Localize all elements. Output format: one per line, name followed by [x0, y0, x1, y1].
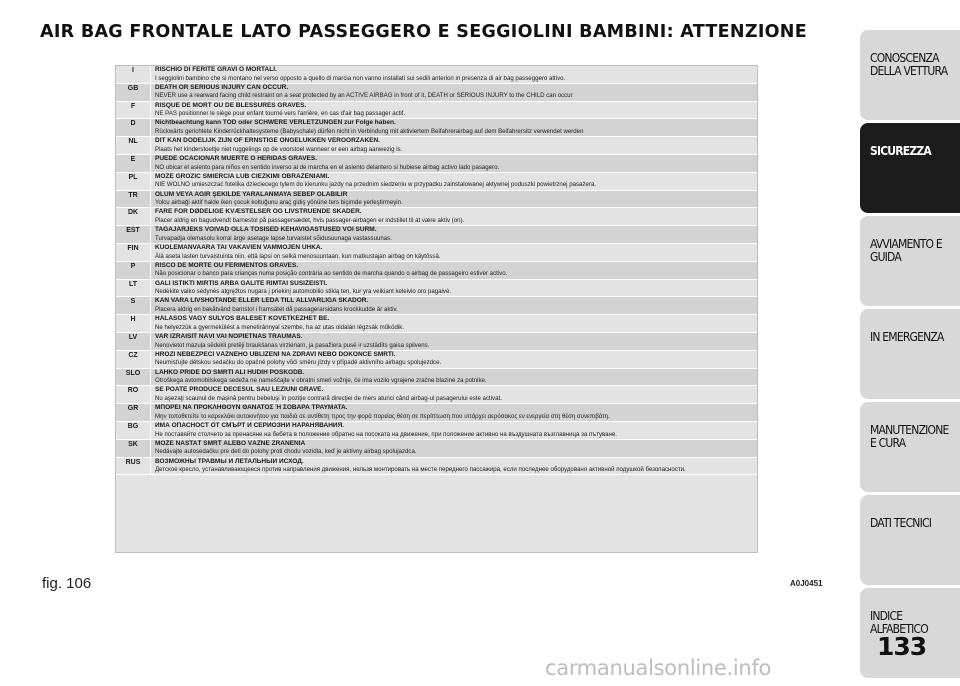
warning-row	[116, 172, 757, 190]
warning-body: Neumisťujte dětskou sedačku do opačné polohy vůči směru jízdy v případě aktivního airbagu spolujezdce.	[155, 359, 442, 367]
warning-body: Ne helyezzük a gyermekülést a menetiránnyal szembe, ha az utas oldalán légzsák működik.	[155, 323, 404, 331]
language-code: TR	[116, 190, 151, 208]
page-number: 133	[877, 632, 927, 661]
warning-heading: MOŻE GROZIĆ ŚMIERCIA LUB CIEŻKIMI OBRAŻENIAMI.	[155, 172, 330, 180]
warning-heading: TAGAJÄRJEKS VÕIVAD OLLA TÕSISED KEHAVIGASTUSED VÕI SURM.	[155, 226, 377, 234]
warning-body: Μην τοποθετείτε το καρεκλάκι αυτοκινήτου για παιδιά σε αντίθετη προς την φορά πορείας θέση σε περίπτωση που υπάρχει αερόσακος εν ενεργεία στη θέση συνεπιβάτη.	[155, 412, 610, 420]
language-code: PL	[116, 172, 151, 190]
warning-heading: RISCHIO DI FERITE GRAVI O MORTALI.	[155, 66, 277, 73]
warning-text	[151, 101, 758, 119]
warning-body: Не поставяйте столчето за пренасяне на бебета в положение обратно на посоката на движение, при положение активно на въздушната възглавница за пътуване.	[155, 430, 618, 438]
warning-text	[151, 66, 758, 83]
language-code: H	[116, 315, 151, 333]
language-code: CZ	[116, 350, 151, 368]
tab-avviamento-e-guida[interactable]: AVVIAMENTO E GUIDA	[860, 216, 960, 306]
warning-heading: FARE FOR DØDELIGE KVÆSTELSER OG LIVSTRUENDE SKADER.	[155, 208, 362, 216]
warning-text	[151, 226, 758, 244]
tab-sicurezza[interactable]: SICUREZZA	[860, 123, 960, 213]
warning-row	[116, 119, 757, 137]
warning-body: Детское кресло, устанавливающееся против направления движения, нельзя монтировать на месте переднего пассажира, если последнее оборудовано активной подушкой безопасности.	[155, 466, 686, 474]
figure-code: A0J0451	[790, 579, 823, 588]
warning-body: Nedávajte autosedačku pre deti do polohy proti chodu vozidla, keď je aktívny airbag spolujazdca.	[155, 448, 417, 456]
warning-text	[151, 350, 758, 368]
warning-row	[116, 368, 757, 386]
warning-text	[151, 457, 758, 475]
language-code: BG	[116, 421, 151, 439]
warning-row	[116, 66, 757, 83]
warning-row	[116, 315, 757, 333]
language-code: SK	[116, 439, 151, 457]
warning-body: Placer aldrig en bagudvendt barnestol på passagersædet, hvis passager-airbagen er indstillet til at være aktiv (on).	[155, 216, 465, 224]
warning-body: I seggiolini bambino che si montano nel verso opposto a quello di marcia non vanno installati sui sedili anteriori in presenza di air bag passeggero attivo.	[155, 74, 566, 82]
warning-body: NEVER use a rearward facing child restraint on a seat protected by an ACTIVE AIRBAG in front of it, DEATH or SERIOUS INJURY to the CHILD can occur	[155, 92, 573, 100]
watermark: carmanualsonline.info	[545, 656, 772, 680]
warning-heading: GALI IŠTIKTI MIRTIS ARBA GALITE RIMTAI SUSIŽEISTI.	[155, 279, 328, 287]
warning-row	[116, 404, 757, 422]
warning-row	[116, 439, 757, 457]
warning-row	[116, 190, 757, 208]
warning-text	[151, 332, 758, 350]
tab-conoscenza-della-vettura[interactable]: CONOSCENZA DELLA VETTURA	[860, 30, 960, 120]
warning-heading: RISQUE DE MORT OU DE BLESSURES GRAVES.	[155, 101, 307, 109]
warning-text	[151, 315, 758, 333]
warning-text	[151, 190, 758, 208]
figure-label: fig. 106	[42, 575, 92, 592]
warning-heading: KAN VARA LIVSHOTANDE ELLER LEDA TILL ALLVARLIGA SKADOR.	[155, 297, 369, 305]
warning-heading: ΜΠΟΡΕΙ ΝΑ ΠΡΟΚΛΗΘΟΥΝ ΘΑΝΑΤΟΣ Ή ΣΟΒΑΡΑ ΤΡΑΥΜΑΤΑ.	[155, 404, 348, 412]
warning-heading: DEATH OR SERIOUS INJURY CAN OCCUR.	[155, 83, 289, 91]
language-code: S	[116, 297, 151, 315]
warning-body: Plaats het kinderstoeltje niet ruggelings op de voorstoel wanneer er een airbag aanwezig is.	[155, 145, 403, 153]
language-code: LT	[116, 279, 151, 297]
language-code: GB	[116, 83, 151, 101]
warning-heading: MÔŽE NASTAŤ SMRŤ ALEBO VÁŽNE ZRANENIA	[155, 439, 306, 447]
language-code: RUS	[116, 457, 151, 475]
chapter-tabs	[860, 30, 960, 681]
warning-body: NO ubicar el asiento para niños en sentido inverso al de marcha en el asiento delantero si hubiese airbag activo lado pasagero.	[155, 163, 500, 171]
language-code: LV	[116, 332, 151, 350]
warning-body: NIE WOLNO umieszczać fotelika dzieciecego tylem do kierunku jazdy na przednim siedzeniu w przypadku zainstalowanej aktywnej poduszki powietrznej pasażera.	[155, 181, 596, 189]
warning-body: Turvapadja olemasolu korral ärge asetage lapse turvaistet sõidusuunaga vastassuunas.	[155, 234, 392, 242]
tab-in-emergenza[interactable]: IN EMERGENZA	[860, 309, 960, 399]
warning-row	[116, 350, 757, 368]
warning-text	[151, 154, 758, 172]
warning-heading: ÖLÜM VEYA AĞIR ŞEKİLDE YARALANMAYA SEBEP OLABİLİR	[155, 190, 348, 198]
warning-text	[151, 261, 758, 279]
warning-row	[116, 386, 757, 404]
warning-row	[116, 83, 757, 101]
warning-heading: ВОЗМОЖНЫ ТРАВМЫ И ЛЕТАЛЬНЫЙ ИСХОД.	[155, 457, 304, 465]
airbag-warning-table	[115, 65, 758, 553]
warning-heading: LAHKO PRIDE DO SMRTI ALI HUDIH POŠKODB.	[155, 368, 305, 376]
warning-text	[151, 386, 758, 404]
warning-body: Otroškega avtomobilskega sedeža ne nameščajte v obratni smeri vožnje, če ima vozilo vgrajene zračne blazine za potnike.	[155, 377, 487, 385]
warning-row	[116, 137, 757, 155]
warning-body: Nenovietot mazuļa sēdekli pretēji braukšanas virzienam, ja pasažiera pusē ir uzstādīts gaisa spilvens.	[155, 341, 430, 349]
warning-body: Nedėkite vaiko sėdynės atgręžtos nugara į priekinį automobilio stiklą ten, kur yra veikiant keleivio oro pagalvė.	[155, 288, 452, 296]
language-code: DK	[116, 208, 151, 226]
warning-row	[116, 261, 757, 279]
warning-heading: DIT KAN DODELIJK ZIJN OF ERNSTIGE ONGELUKKEN VEROORZAKEN.	[155, 137, 380, 145]
language-code: RO	[116, 386, 151, 404]
warning-heading: RISCO DE MORTE OU FERIMENTOS GRAVES.	[155, 261, 299, 269]
warning-text	[151, 421, 758, 439]
page-title: AIR BAG FRONTALE LATO PASSEGGERO E SEGGIOLINI BAMBINI: ATTENZIONE	[40, 22, 808, 42]
warning-body: NE PAS positionner le siège pour enfant tourné vers l'arrière, en cas d'air bag passager actif.	[155, 110, 406, 118]
warning-text	[151, 297, 758, 315]
warning-text	[151, 368, 758, 386]
language-code: F	[116, 101, 151, 119]
warning-heading: ИМА ОПАСНОСТ ОТ СМЪРТ И СЕРИОЗНИ НАРАНЯВАНИЯ.	[155, 421, 345, 429]
warning-body: Nu aşezaţi scaunul de maşină pentru bebeluşi în poziţie contrară direcţiei de mers atunci când airbag-ul pasagerului este activat.	[155, 394, 502, 402]
warning-body: Rückwärts gerichtete Kinderrückhaltesysteme (Babyschale) dürfen nicht in Verbindung mit aktiviertem Beifahrerairbag auf dem Beifahrersitz verwendet werden	[155, 127, 584, 135]
warning-row	[116, 332, 757, 350]
tab-manutenzione-e-cura[interactable]: MANUTENZIONE E CURA	[860, 402, 960, 492]
warning-row	[116, 421, 757, 439]
warning-row	[116, 243, 757, 261]
language-code: D	[116, 119, 151, 137]
language-code: FIN	[116, 243, 151, 261]
language-code: NL	[116, 137, 151, 155]
language-code: EST	[116, 226, 151, 244]
language-code: GR	[116, 404, 151, 422]
warning-text	[151, 279, 758, 297]
language-code: E	[116, 154, 151, 172]
warning-row	[116, 297, 757, 315]
language-code: I	[116, 66, 151, 83]
language-code: P	[116, 261, 151, 279]
warning-heading: SE POATE PRODUCE DECESUL SAU LEZIUNI GRAVE.	[155, 386, 324, 394]
warning-text	[151, 172, 758, 190]
warning-heading: VAR IZRAISĪT NĀVI VAI NOPIETNAS TRAUMAS.	[155, 332, 303, 340]
tab-indice-alfabetico[interactable]: INDICE ALFABETICO	[860, 588, 960, 678]
warning-body: Yolcu airbaği aktif halde iken çocuk koltuğunu araç gidiş yönüne ters biçimde yerleştirmeyin.	[155, 199, 403, 207]
warning-text	[151, 208, 758, 226]
warning-text	[151, 137, 758, 155]
tab-dati-tecnici[interactable]: DATI TECNICI	[860, 495, 960, 585]
warning-heading: Nichtbeachtung kann TOD oder SCHWERE VERLETZUNGEN zur Folge haben.	[155, 119, 396, 127]
warning-heading: HROZÍ NEBEZPEČÍ VÁŽNÉHO UBLÍŽENÍ NA ZDRAVÍ NEBO DOKONCE SMRTI.	[155, 350, 396, 358]
warning-body: Placera aldrig en bakåtvänd barnstol i framsätet då passagerarsidans krockkudde är aktiv.	[155, 305, 398, 313]
warning-row	[116, 154, 757, 172]
warning-text	[151, 119, 758, 137]
warning-body: Não posicionar o banco para crianças numa posição contrária ao sentido de marcha quando o airbag de passageiro estiver activo.	[155, 270, 508, 278]
warning-row	[116, 279, 757, 297]
warning-text	[151, 243, 758, 261]
warning-text	[151, 83, 758, 101]
warning-heading: PUEDE OCACIONAR MUERTE O HERIDAS GRAVES.	[155, 154, 318, 162]
warning-text	[151, 439, 758, 457]
warning-row	[116, 226, 757, 244]
warning-row	[116, 208, 757, 226]
warning-body: Älä aseta lasten turvaistuinta niin, että lapsi on selkä menosuuntaan, kun matkustajan airbag on käytössä.	[155, 252, 441, 260]
warning-heading: HALÁSOS VAGY SÚLYOS BALESET KÖVETKEZHET BE.	[155, 315, 330, 323]
warning-text	[151, 404, 758, 422]
warning-row	[116, 101, 757, 119]
warning-row	[116, 457, 757, 475]
language-code: SLO	[116, 368, 151, 386]
warning-heading: KUOLEMANVAARA TAI VAKAVIEN VAMMOJEN UHKA.	[155, 243, 323, 251]
